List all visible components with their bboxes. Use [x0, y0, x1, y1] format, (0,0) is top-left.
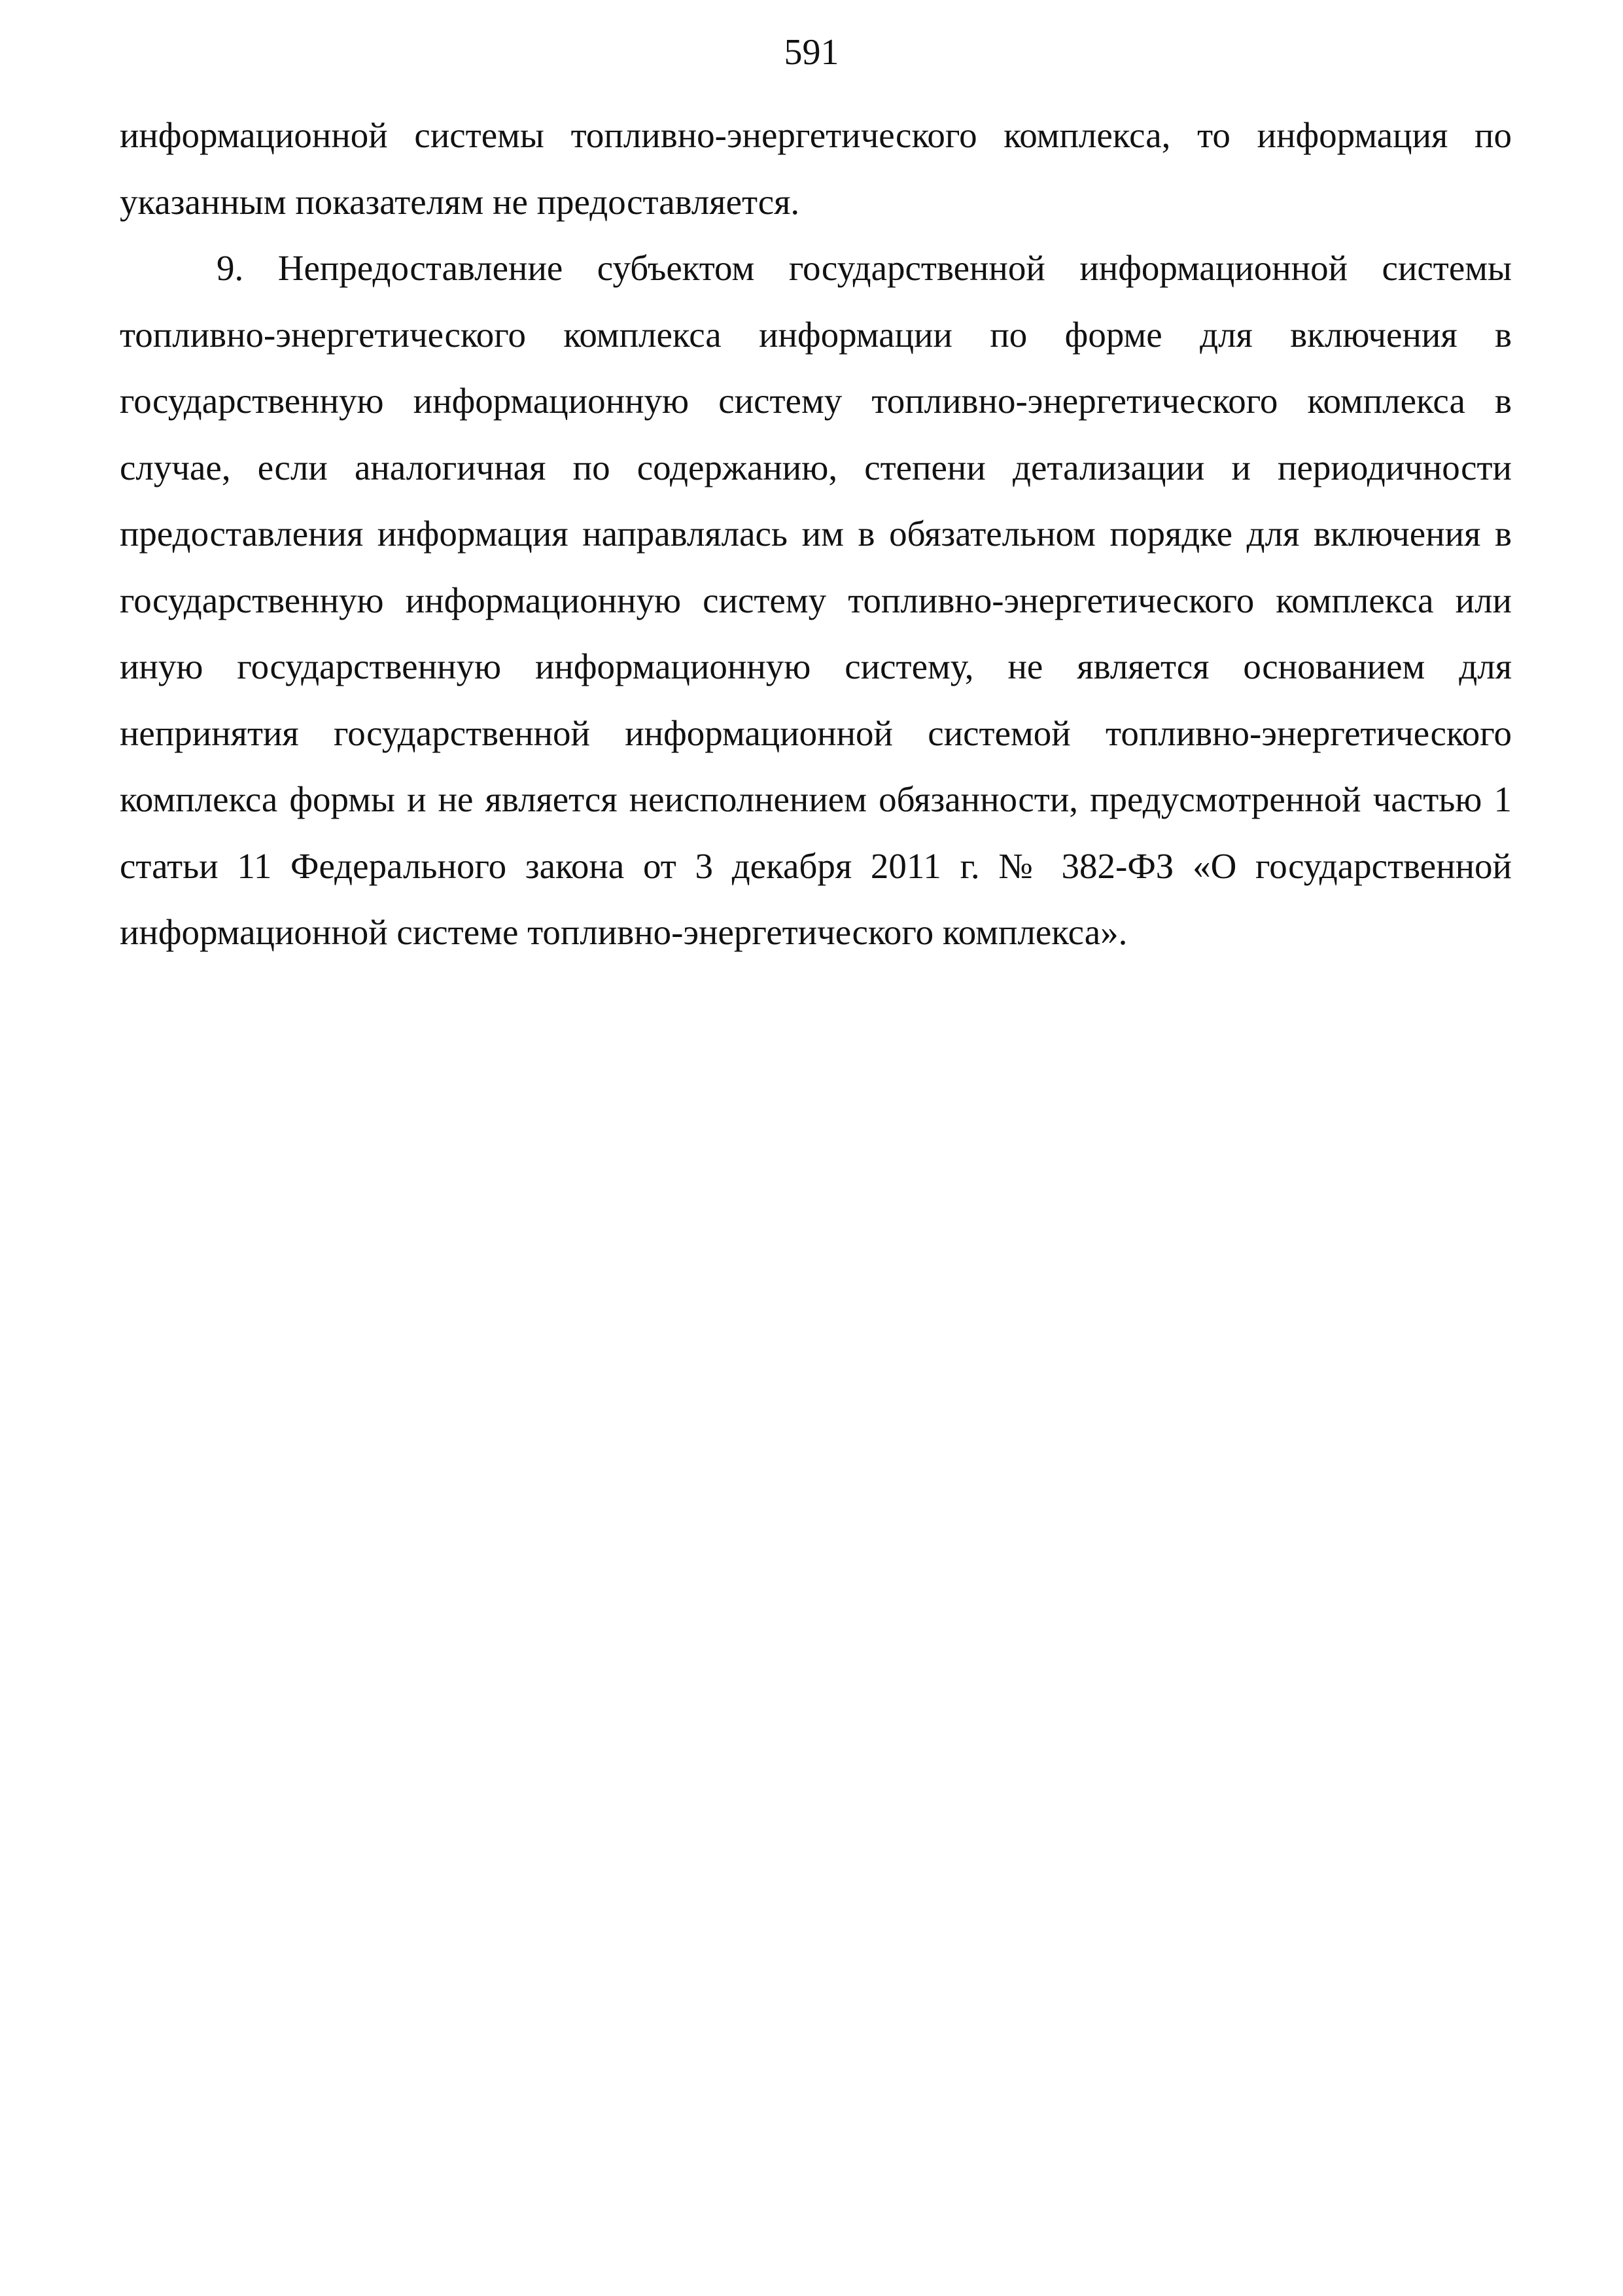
body-text: [120, 102, 1512, 966]
continuation-paragraph: информационной системы топливно-энергетического комплекса, то информация по указанным показателям не предоставляется.: [120, 115, 1512, 222]
paragraph-9: 9. Непредоставление субъектом государственной информационной системы топливно-энергетического комплекса информации по форме для включения в государственную информационную систему топливно-энергетического комплекса в случае, если аналогичная по содержанию, степени детализации и периодичности предоставления информация направлялась им в обязательном порядке для включения в государственную информационную систему топливно-энергетического комплекса или иную государственную информационную систему, не является основанием для непринятия государственной информационной системой топливно-энергетического комплекса формы и не является неисполнением обязанности, предусмотренной частью 1 статьи 11 Федерального закона от 3 декабря 2011 г. № 382-ФЗ «О государственной информационной системе топливно-энергетического комплекса».: [120, 248, 1512, 952]
page-number: 591: [784, 32, 839, 73]
